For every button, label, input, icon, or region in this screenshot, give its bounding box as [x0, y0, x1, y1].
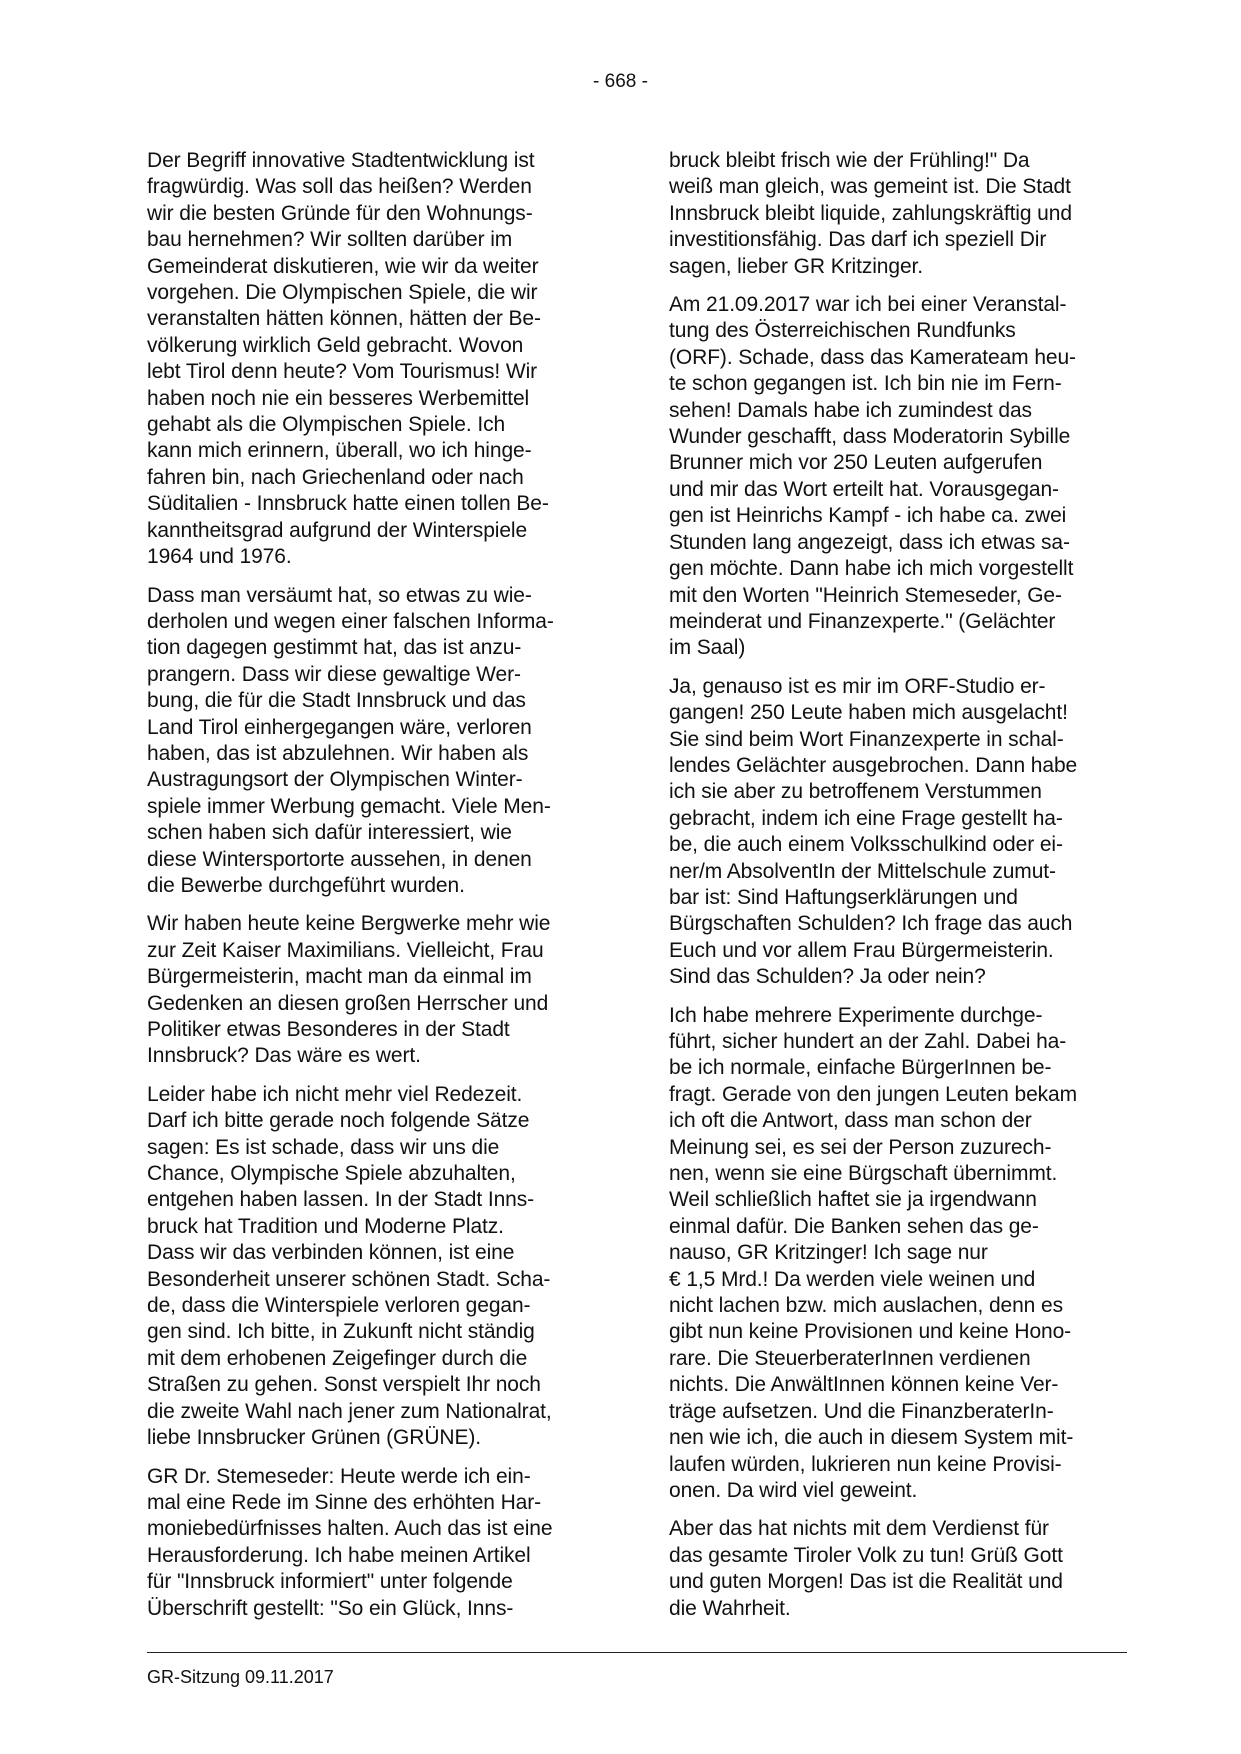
right-column [669, 148, 1127, 1634]
paragraph: bruck bleibt frisch wie der Frühling!" Da weiß man gleich, was gemeint ist. Die Stadt Innsbruck bleibt liquide, zahlungskräftig und investitionsfähig. Das darf ich speziell Dir sagen, lieber GR Kritzinger. [669, 149, 1072, 278]
paragraph: Leider habe ich nicht mehr viel Redezeit. Darf ich bitte gerade noch folgende Sätze sagen: Es ist schade, dass wir uns die Chance, Olympische Spiele abzuhalten, entgehen haben lassen. In der Stadt Inns- bruck hat Tradition und Moderne Platz. Dass wir das verbinden können, ist eine Besonderheit unserer schönen Stadt. Scha- de, dass die Winterspiele verloren gegan- gen sind. Ich bitte, in Zukunft nicht ständig mit dem erhobenen Zeigefinger durch die Straßen zu gehen. Sonst verspielt Ihr noch die zweite Wahl nach jener zum Nationalrat, liebe Innsbrucker Grünen (GRÜNE). [147, 1082, 552, 1450]
footer-divider [147, 1652, 1127, 1653]
paragraph: Wir haben heute keine Bergwerke mehr wie zur Zeit Kaiser Maximilians. Vielleicht, Frau Bürgermeisterin, macht man da einmal im Gedenken an diesen großen Herrscher und Politiker etwas Besonderes in der Stadt Innsbruck? Das wäre es wert. [147, 912, 551, 1068]
paragraph: Aber das hat nichts mit dem Verdienst für das gesamte Tiroler Volk zu tun! Grüß Gott und guten Morgen! Das ist die Realität und die Wahrheit. [669, 1517, 1063, 1620]
paragraph: Ich habe mehrere Experimente durchge- führt, sicher hundert an der Zahl. Dabei ha- be ich normale, einfache BürgerInnen be- fragt. Gerade von den jungen Leuten bekam ich oft die Antwort, dass man schon der Meinung sei, es sei der Person zuzurech- nen, wenn sie eine Bürgschaft übernimmt. Weil schließlich haftet sie ja irgendwann einmal dafür. Die Banken sehen das ge- nauso, GR Kritzinger! Ich sage nur € 1,5 Mrd.! Da werden viele weinen und nicht lachen bzw. mich auslachen, denn es gibt nun keine Provisionen und keine Hono- rare. Die SteuerberaterInnen verdienen nichts. Die AnwältInnen können keine Ver- träge aufsetzen. Und die FinanzberaterIn- nen wie ich, die auch in diesem System mit- laufen würden, lukrieren nun keine Provisi- onen. Da wird viel geweint. [669, 1003, 1078, 1502]
page-number: - 668 - [593, 71, 648, 92]
left-column [147, 148, 605, 1634]
paragraph: Dass man versäumt hat, so etwas zu wie- derholen und wegen einer falschen Informa- tion dagegen gestimmt hat, das ist anzu- prangern. Dass wir diese gewaltige Wer- bung, die für die Stadt Innsbruck und das Land Tirol einhergegangen wäre, verloren haben, das ist abzulehnen. Wir haben als Austragungsort der Olympischen Winter- spiele immer Werbung gemacht. Viele Men- schen haben sich dafür interessiert, wie diese Wintersportorte aussehen, in denen die Bewerbe durchgeführt wurden. [147, 583, 554, 897]
paragraph: Der Begriff innovative Stadtentwicklung ist fragwürdig. Was soll das heißen? Werden wir die besten Gründe für den Wohnungs- bau hernehmen? Wir sollten darüber im Gemeinderat diskutieren, wie wir da weiter vorgehen. Die Olympischen Spiele, die wir veranstalten hätten können, hätten der Be- völkerung wirklich Geld gebracht. Wovon lebt Tirol denn heute? Vom Tourismus! Wir haben noch nie ein besseres Werbemittel gehabt als die Olympischen Spiele. Ich kann mich erinnern, überall, wo ich hinge- fahren bin, nach Griechenland oder nach Süditalien - Innsbruck hatte einen tollen Be- kanntheitsgrad aufgrund der Winterspiele 1964 und 1976. [147, 149, 549, 569]
paragraph: Ja, genauso ist es mir im ORF-Studio er- gangen! 250 Leute haben mich ausgelacht! Sie sind beim Wort Finanzexperte in schal- lendes Gelächter ausgebrochen. Dann habe ich sie aber zu betroffenem Verstummen gebracht, indem ich eine Frage gestellt ha- be, die auch einem Volksschulkind oder ei- ner/m AbsolventIn der Mittelschule zumut- bar ist: Sind Haftungserklärungen und Bürgschaften Schulden? Ich frage das auch Euch und vor allem Frau Bürgermeisterin. Sind das Schulden? Ja oder nein? [669, 674, 1078, 989]
paragraph: GR Dr. Stemeseder: Heute werde ich ein- mal eine Rede im Sinne des erhöhten Har- moniebedürfnisses halten. Auch das ist eine Herausforderung. Ich habe meinen Artikel für "Innsbruck informiert" unter folgende Überschrift gestellt: "So ein Glück, Inns- [147, 1464, 553, 1620]
paragraph: Am 21.09.2017 war ich bei einer Veranstal- tung des Österreichischen Rundfunks (ORF). Schade, dass das Kamerateam heu- te schon gegangen ist. Ich bin nie im Fern- sehen! Damals habe ich zumindest das Wunder geschafft, dass Moderatorin Sybille Brunner mich vor 250 Leuten aufgerufen und mir das Wort erteilt hat. Vorausgegan- gen ist Heinrichs Kampf - ich habe ca. zwei Stunden lang angezeigt, dass ich etwas sa- gen möchte. Dann habe ich mich vorgestellt mit den Worten "Heinrich Stemeseder, Ge- meinderat und Finanzexperte." (Gelächter im Saal) [669, 293, 1076, 660]
footer-session-date: GR-Sitzung 09.11.2017 [147, 1667, 334, 1687]
